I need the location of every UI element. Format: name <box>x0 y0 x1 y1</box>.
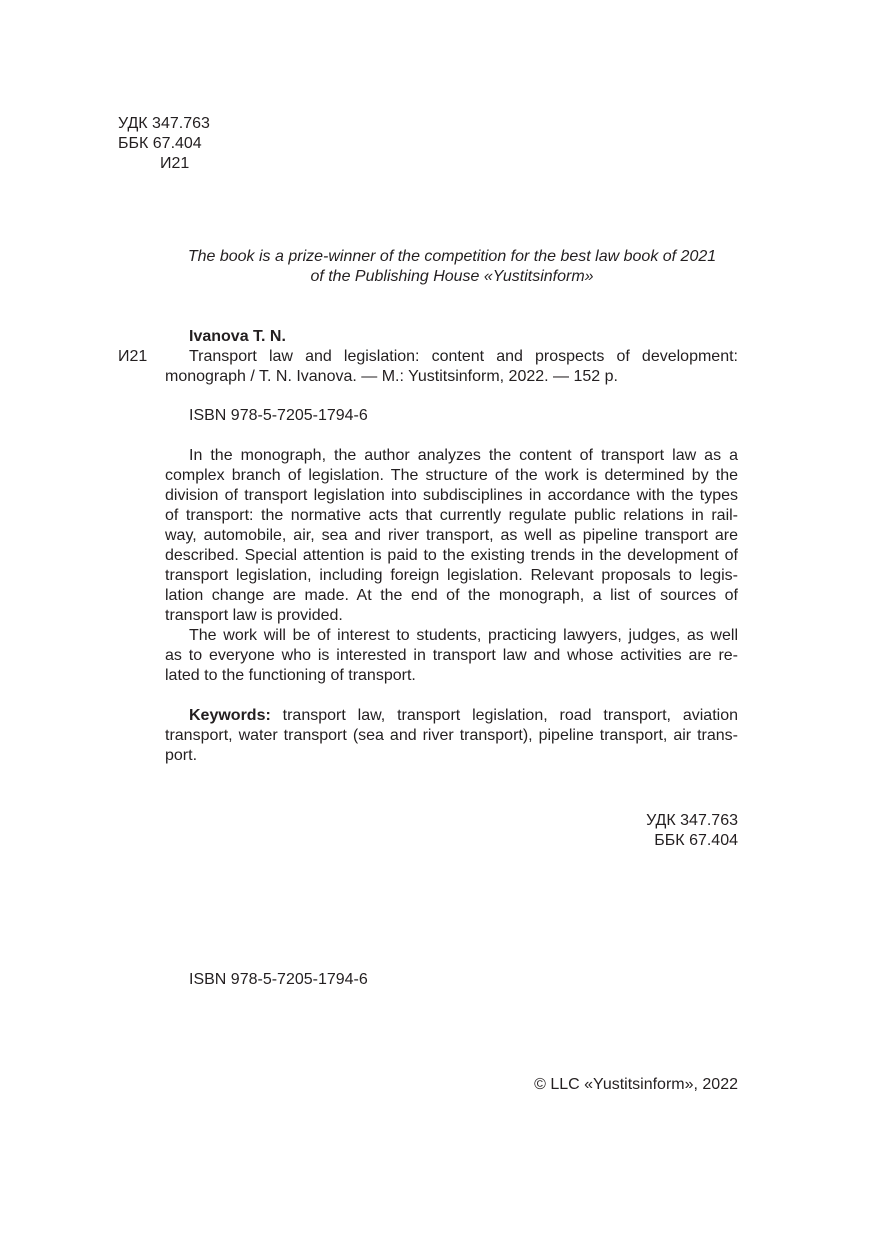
abstract-line: division of transport legislation into subdisciplines in accordance with the types <box>165 487 738 504</box>
abstract-line: lation change are made. At the end of the monograph, a list of sources of <box>165 587 738 604</box>
abstract-line: The work will be of interest to students, practicing lawyers, judges, as well <box>189 627 738 644</box>
author-mark: И21 <box>160 155 190 172</box>
award-note-line: of the Publishing House «Yustitsinform» <box>310 268 594 285</box>
keywords-line <box>189 706 738 726</box>
keywords-line: transport, water transport (sea and river transport), pipeline transport, air trans- <box>165 727 738 744</box>
keywords-text: transport law, transport legislation, road transport, aviation <box>270 707 738 724</box>
abstract-line: as to everyone who is interested in transport law and whose activities are re- <box>165 647 738 664</box>
abstract-line: complex branch of legislation. The structure of the work is determined by the <box>165 467 738 484</box>
abstract-line: described. Special attention is paid to the existing trends in the development of <box>165 547 738 564</box>
keywords-line: port. <box>165 747 198 764</box>
isbn-bottom: ISBN 978-5-7205-1794-6 <box>189 971 368 988</box>
abstract-line: of transport: the normative acts that currently regulate public relations in rail- <box>165 507 738 524</box>
bbk-code: ББК 67.404 <box>118 135 202 152</box>
abstract-line: transport legislation, including foreign legislation. Relevant proposals to legis- <box>165 567 738 584</box>
award-note-line: The book is a prize-winner of the competition for the best law book of 2021 <box>187 248 717 265</box>
bbk-code-bottom: ББК 67.404 <box>654 832 738 849</box>
author-name: Ivanova T. N. <box>189 328 286 345</box>
keywords-label: Keywords: <box>189 707 271 724</box>
abstract-line: way, automobile, air, sea and river transport, as well as pipeline transport are <box>165 527 738 544</box>
udk-code: УДК 347.763 <box>118 115 210 132</box>
udk-code-bottom: УДК 347.763 <box>646 812 738 829</box>
isbn: ISBN 978-5-7205-1794-6 <box>189 407 368 424</box>
copyright: © LLC «Yustitsinform», 2022 <box>534 1076 738 1093</box>
title-line: monograph / T. N. Ivanova. — M.: Yustitsinform, 2022. — 152 p. <box>165 368 618 385</box>
title-line: Transport law and legislation: content and prospects of development: <box>189 348 738 365</box>
abstract-line: lated to the functioning of transport. <box>165 667 416 684</box>
abstract-line: transport law is provided. <box>165 607 343 624</box>
author-mark: И21 <box>118 348 148 365</box>
abstract-line: In the monograph, the author analyzes the content of transport law as a <box>189 447 738 464</box>
